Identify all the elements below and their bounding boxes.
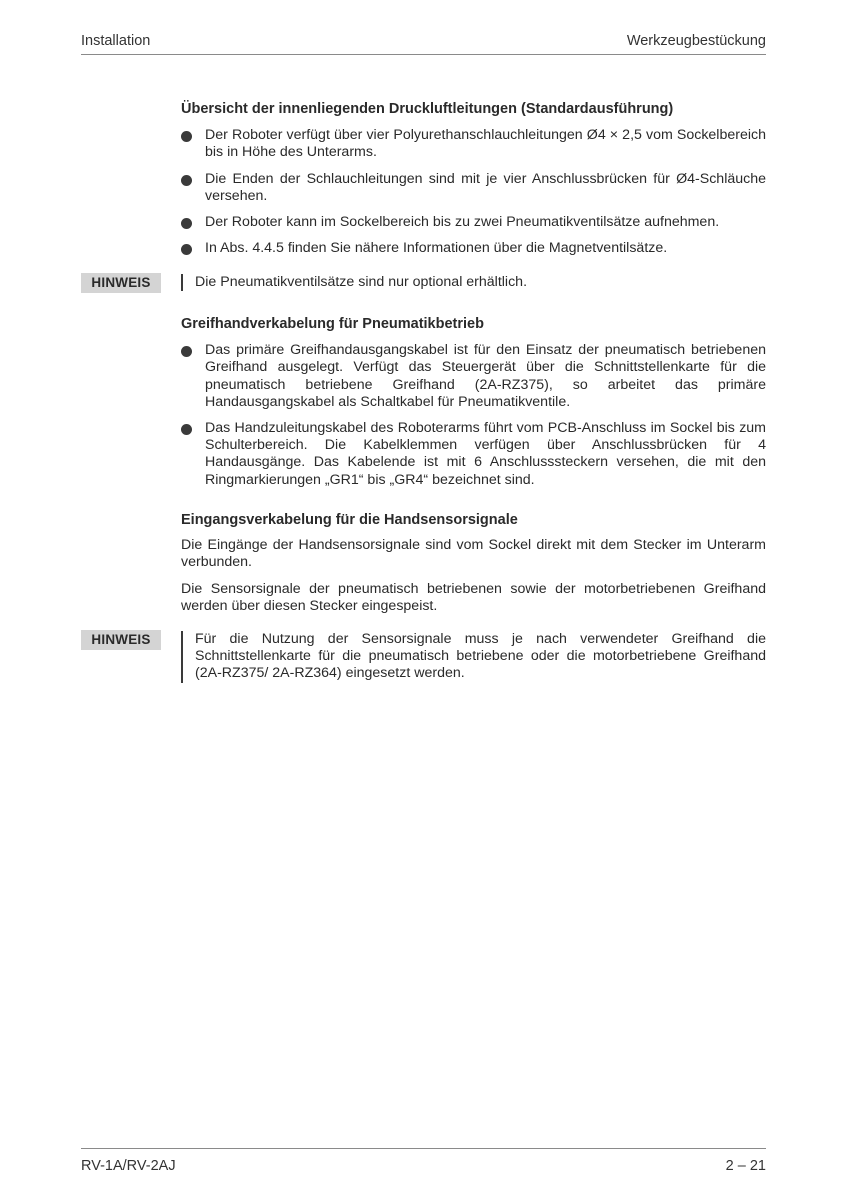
section-heading: Greifhandverkabelung für Pneumatikbetrieb xyxy=(181,316,484,332)
list-item: In Abs. 4.4.5 finden Sie nähere Informationen über die Magnetventilsätze. xyxy=(181,240,766,257)
bullet-icon xyxy=(181,244,192,255)
page-number: 2 – 21 xyxy=(725,1158,766,1174)
note-badge: HINWEIS xyxy=(81,273,161,293)
bullet-icon xyxy=(181,346,192,357)
page-header xyxy=(81,30,766,55)
header-section: Werkzeugbestückung xyxy=(626,33,766,49)
list-item: Der Roboter verfügt über vier Polyurethanschlauchleitungen Ø4 × 2,5 vom Sockelbereich bis in Höhe des Unterarms. xyxy=(181,127,766,161)
list-item: Die Enden der Schlauchleitungen sind mit je vier Anschlussbrücken für Ø4-Schläuche versehen. xyxy=(181,171,766,205)
note-text: Die Pneumatikventilsätze sind nur optional erhältlich. xyxy=(181,274,766,291)
list-item: Das Handzuleitungskabel des Roboterarms führt vom PCB-Anschluss im Sockel bis zum Schulterbereich. Die Kabelklemmen verfügen über Anschlussbrücken für 4 Handausgänge. Das Kabelende ist mit 6 Anschlusssteckern versehen, die mit den Ringmarkierungen „GR1“ bis „GR4“ bezeichnet sind. xyxy=(181,420,766,489)
section-heading: Übersicht der innenliegenden Druckluftleitungen (Standardausführung) xyxy=(181,101,674,117)
note-text: Für die Nutzung der Sensorsignale muss je nach verwendeter Greifhand die Schnittstellenkarte für die pneumatisch betriebene oder die motorbetriebene Greifhand (2A-RZ375/ 2A-RZ364) eingesetzt werden. xyxy=(181,631,766,683)
page-footer xyxy=(81,1148,766,1173)
section-druckluftleitungen xyxy=(181,101,766,257)
bullet-icon xyxy=(181,131,192,142)
section-eingangsverkabelung xyxy=(181,512,766,615)
bullet-icon xyxy=(181,218,192,229)
bullet-icon xyxy=(181,424,192,435)
bullet-icon xyxy=(181,175,192,186)
section-heading: Eingangsverkabelung für die Handsensorsignale xyxy=(181,512,518,528)
section-greifhandverkabelung xyxy=(181,316,766,489)
paragraph: Die Sensorsignale der pneumatisch betriebenen sowie der motorbetriebenen Greifhand werden über diesen Stecker eingespeist. xyxy=(181,580,766,614)
footer-model: RV-1A/RV-2AJ xyxy=(81,1158,176,1174)
list-item: Der Roboter kann im Sockelbereich bis zu zwei Pneumatikventilsätze aufnehmen. xyxy=(181,214,766,231)
list-item: Das primäre Greifhandausgangskabel ist für den Einsatz der pneumatisch betriebenen Greifhand ausgelegt. Verfügt das Steuergerät über die Schnittstellenkarte für die pneumatisch betriebene Greifhand (2A-RZ375), so arbeitet das primäre Handausgangskabel als Schaltkabel für Pneumatikventile. xyxy=(181,342,766,411)
paragraph: Die Eingänge der Handsensorsignale sind vom Sockel direkt mit dem Stecker im Unterarm verbunden. xyxy=(181,537,766,571)
note-badge: HINWEIS xyxy=(81,630,161,650)
header-chapter: Installation xyxy=(81,33,151,49)
